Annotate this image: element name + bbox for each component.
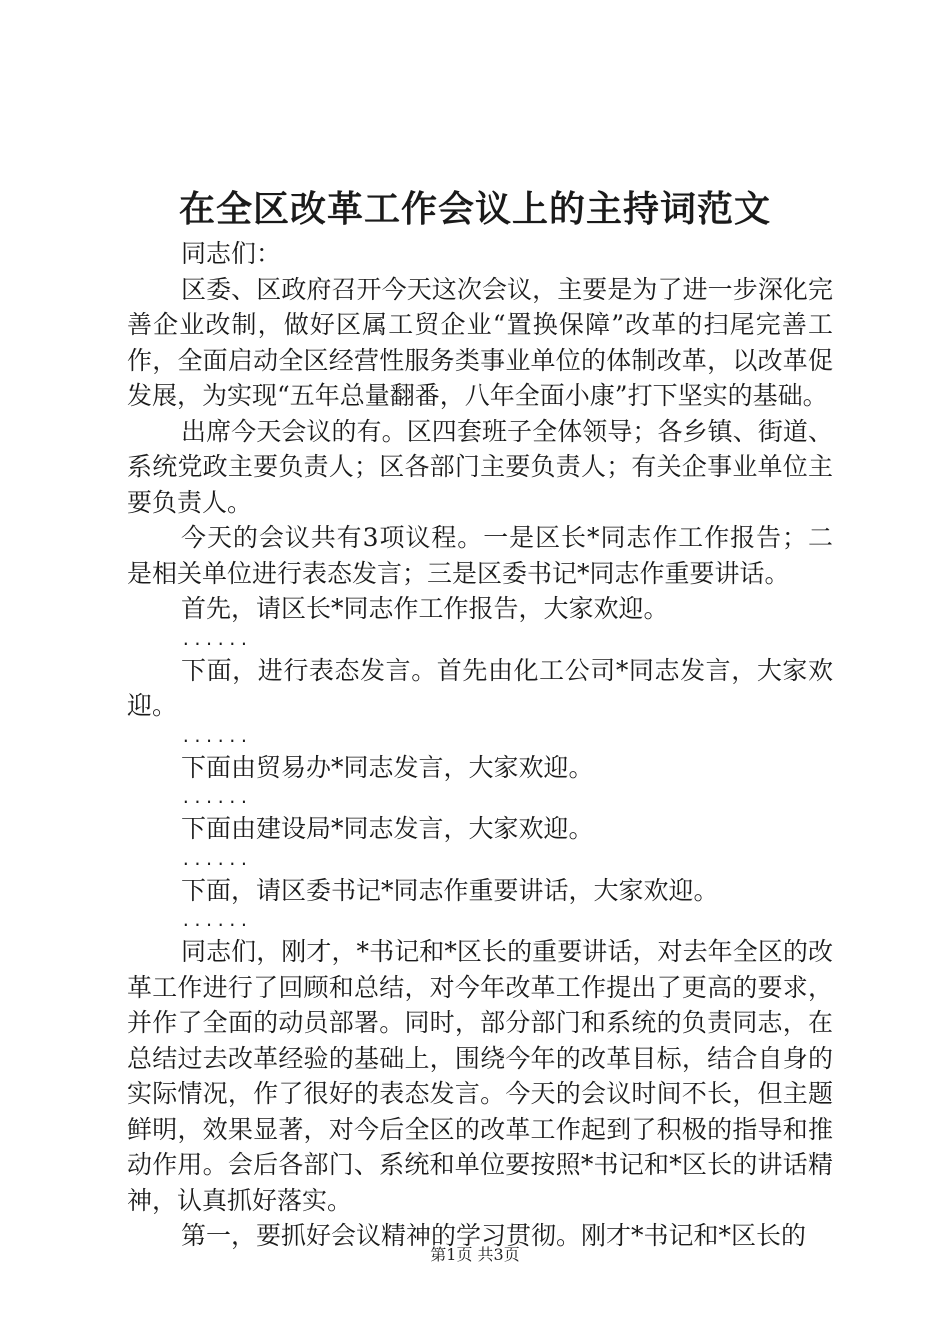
paragraph-attendees: 出席今天会议的有。区四套班子全体领导；各乡镇、街道、系统党政主要负责人；区各部门主要负责人；有关企事业单位主要负责人。 bbox=[127, 416, 833, 517]
paragraph-statement-trade: 下面由贸易办*同志发言，大家欢迎。 bbox=[181, 752, 594, 782]
ellipsis-marker: ...... bbox=[181, 788, 251, 807]
paragraph-salutation: 同志们： bbox=[181, 239, 282, 268]
page-number-footer: 第1页 共3页 bbox=[430, 1245, 520, 1264]
ellipsis-marker: ...... bbox=[181, 629, 251, 649]
document-title: 在全区改革工作会议上的主持词范文 bbox=[178, 188, 771, 230]
ellipsis-marker: ...... bbox=[181, 911, 251, 930]
paragraph-agenda: 今天的会议共有3项议程。一是区长*同志作工作报告；二是相关单位进行表态发言；三是区委书记*同志作重要讲话。 bbox=[127, 523, 833, 588]
ellipsis-marker: ...... bbox=[181, 849, 251, 869]
paragraph-statement-construction: 下面由建设局*同志发言，大家欢迎。 bbox=[181, 814, 594, 843]
paragraph-statement-chemical: 下面，进行表态发言。首先由化工公司*同志发言，大家欢迎。 bbox=[127, 655, 833, 720]
paragraph-summary: 同志们，刚才，*书记和*区长的重要讲话，对去年全区的改革工作进行了回顾和总结，对今年改革工作提出了更高的要求，并作了全面的动员部署。同时，部分部门和系统的负责同志，在总结过去改革经验的基础上，围绕今年的改革目标，结合自身的实际情况，作了很好的表态发言。今天的会议时间不长，但主题鲜明，效果显著，对今后全区的改革工作起到了积极的指导和推动作用。会后各部门、系统和单位要按照*书记和*区长的讲话精神，认真抓好落实。 bbox=[127, 937, 833, 1215]
paragraph-point-one: 第一，要抓好会议精神的学习贯彻。刚才*书记和*区长的 bbox=[181, 1221, 807, 1250]
paragraph-secretary-speech: 下面，请区委书记*同志作重要讲话，大家欢迎。 bbox=[181, 875, 719, 905]
paragraph-first-report: 首先，请区长*同志作工作报告，大家欢迎。 bbox=[181, 594, 669, 623]
paragraph-purpose: 区委、区政府召开今天这次会议，主要是为了进一步深化完善企业改制，做好区属工贸企业“置换保障”改革的扫尾完善工作，全面启动全区经营性服务类事业单位的体制改革，以改革促发展，为实现“五年总量翻番，八年全面小康”打下坚实的基础。 bbox=[127, 274, 833, 410]
document-body bbox=[127, 236, 833, 1254]
ellipsis-marker: ...... bbox=[181, 726, 251, 746]
